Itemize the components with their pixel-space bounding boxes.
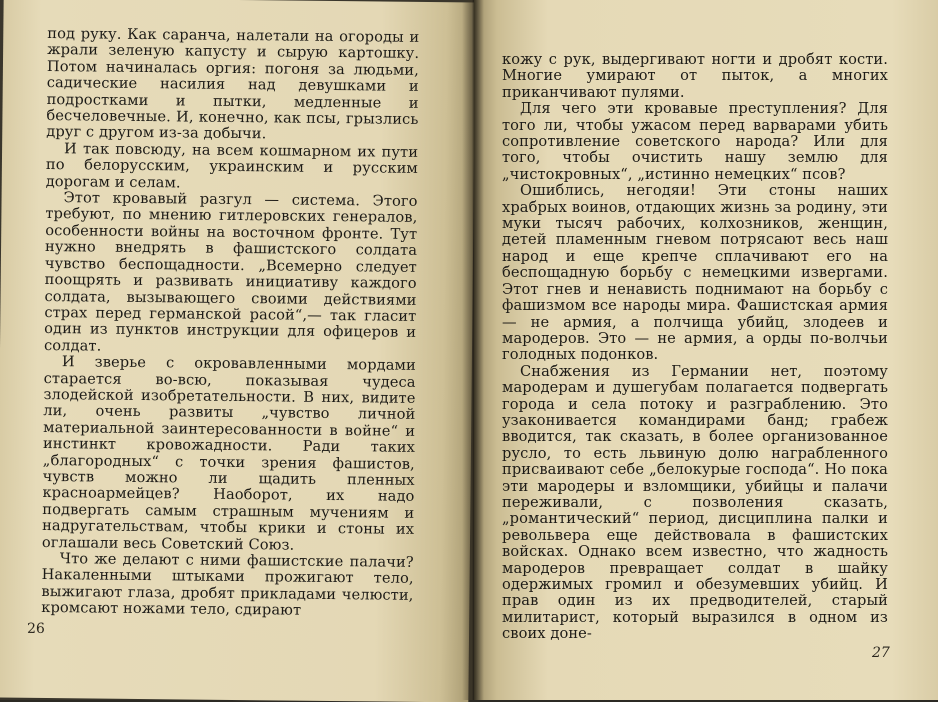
paragraph: Снабжения из Германии нет, поэтому мародерам и душегубам полагается подвергать города и села потоку и разграблению. Это узаконивается командирами банд; грабеж вводится, так сказать, в более организованное русло, то есть львиную долю награбленного присваивают себе „белокурые господа“. Но пока эти мародеры и взломщики, убийцы и палачи переживали, с позволения сказать, „романтический“ период, дисциплина палки и револьвера еще действовала в фашистских войсках. Однако всем известно, что жадность мародеров превращает солдат в шайку одержимых громил и обезумевших убийц. И прав один из их предводителей, старый милитарист, который выразился в одном из своих доне- bbox=[502, 362, 888, 643]
paragraph: Ошиблись, негодяи! Эти стоны наших храбрых воинов, отдающих жизнь за родину, эти муки тысяч рабочих, колхозников, женщин, детей пламенным гневом потрясают весь наш народ и еще крепче сплачивают его на беспощадную борьбу с немецкими извергами. Этот гнев и ненависть поднимают на борьбу с фашизмом все народы мира. Фашистская армия — не армия, а полчища убийц, злодеев и мародеров. Это — не армия, а орды по-волчьи голодных подонков. bbox=[502, 182, 888, 364]
paragraph: И так повсюду, на всем кошмарном их пути по белорусским, украинским и русским дорогам и селам. bbox=[45, 140, 419, 192]
right-page-text bbox=[502, 52, 888, 643]
paragraph: кожу с рук, выдергивают ногти и дробят кости. Многие умирают от пыток, а многих приканчивают пулями. bbox=[502, 51, 888, 101]
paragraph: под руку. Как саранча, налетали на огороды и жрали зеленую капусту и сырую картошку. Потом начиналась оргия: погоня за людьми, садические насилия над девушками и подростками и пытки, медленные и бесчеловечные. И, конечно, как псы, грызлись друг с другом из-за добычи. bbox=[46, 25, 420, 143]
page-number-right: 27 bbox=[872, 645, 890, 661]
right-page bbox=[474, 0, 938, 700]
paragraph: И зверье с окровавленными мордами старается во-всю, показывая чудеса злодейской изобретательности. В них, видите ли, очень развиты „чувство личной материальной заинтересованности в войне“ и инстинкт кровожадности. Ради таких „благородных“ с точки зрения фашистов, чувств можно ли щадить пленных красноармейцев? Наоборот, их надо подвергать самым страшным мучениям и надругательствам, чтобы крики и стоны их оглашали весь Советский Союз. bbox=[41, 353, 416, 554]
page-number-left: 26 bbox=[26, 620, 45, 638]
left-page-text bbox=[41, 26, 419, 620]
paragraph: Этот кровавый разгул — система. Этого требуют, по мнению гитлеровских генералов, особенности войны на восточном фронте. Тут нужно внедрять в фашистского солдата чувство беспощадности. „Всемерно следует поощрять и развивать инициативу каждого солдата, вызывающего своими действиями страх перед германской расой“,— так гласит один из пунктов инструкции для офицеров и солдат. bbox=[43, 189, 418, 355]
paragraph: Что же делают с ними фашистские палачи? Накаленными штыками прожигают тело, выжигают глаза, дробят прикладами челюсти, кромсают ножами тело, сдирают bbox=[41, 550, 414, 619]
paragraph: Для чего эти кровавые преступления? Для того ли, чтобы ужасом перед варварами убить сопротивление советского народа? Или для того, чтобы очистить нашу землю для „чистокровных“, „истинно немецких“ псов? bbox=[502, 100, 888, 183]
